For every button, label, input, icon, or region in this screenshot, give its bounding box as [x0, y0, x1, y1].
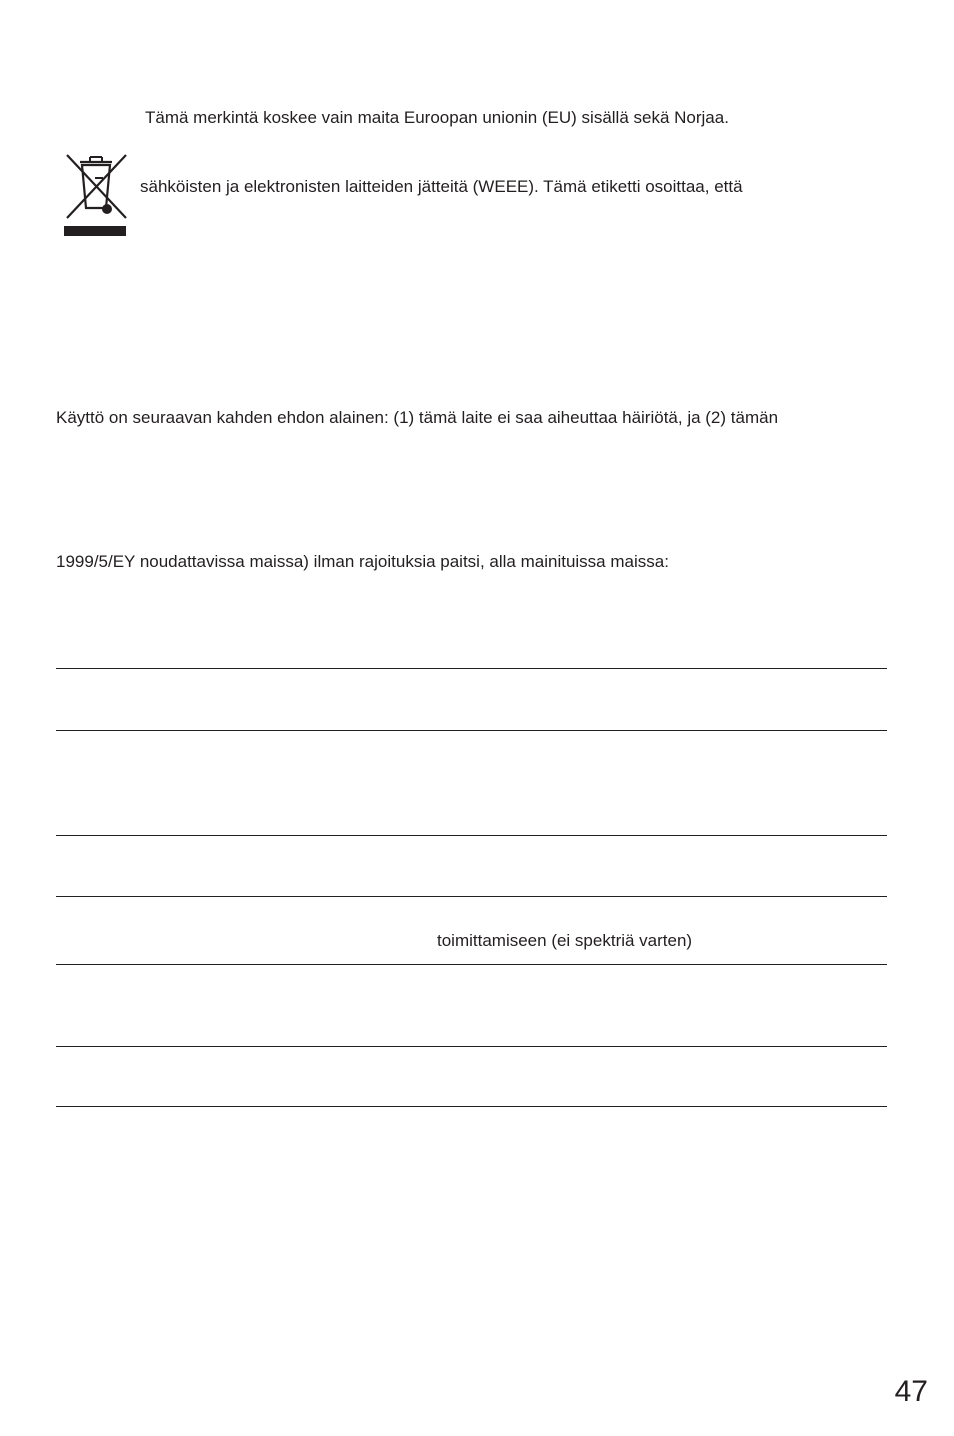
table-rule [56, 835, 887, 836]
weee-description-text: sähköisten ja elektronisten laitteiden jätteitä (WEEE). Tämä etiketti osoittaa, että [140, 177, 743, 196]
directive-text: 1999/5/EY noudattavissa maissa) ilman rajoituksia paitsi, alla mainituissa maissa: [56, 552, 669, 571]
page-number: 47 [894, 1375, 928, 1408]
weee-scope-text: Tämä merkintä koskee vain maita Euroopan unionin (EU) sisällä sekä Norjaa. [145, 108, 729, 127]
table-rule [56, 668, 887, 669]
table-rule [56, 964, 887, 965]
operating-conditions-text: Käyttö on seuraavan kahden ehdon alainen: (1) tämä laite ei saa aiheuttaa häiriötä, ja (2) tämän [56, 408, 779, 427]
table-cell: toimittamiseen (ei spektriä varten) [437, 931, 693, 950]
table-rule [56, 896, 887, 897]
table-rule [56, 1106, 887, 1107]
table-rule [56, 1046, 887, 1047]
table-rule [56, 730, 887, 731]
crossed-out-wheelie-bin-icon [62, 152, 128, 238]
